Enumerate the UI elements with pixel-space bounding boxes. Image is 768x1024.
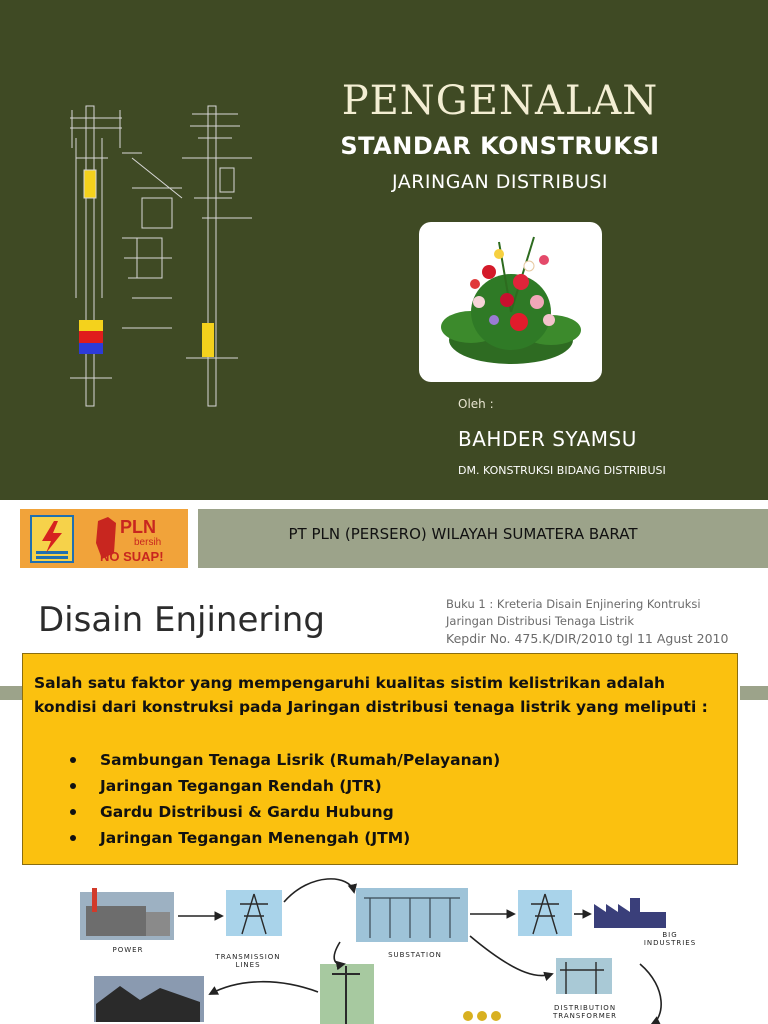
reference-note [446,596,728,647]
flower-image [419,222,602,382]
diagram-label-transmission [198,953,298,969]
flower-arrangement-icon [419,222,602,382]
diagram-label-big-line2: INDUSTRIES [643,939,697,947]
decor-bar-left [0,686,22,700]
bullet-dot-icon [70,809,76,815]
distribution-pole-icon [320,964,374,1024]
diagram-label-substation: SUBSTATION [388,951,442,959]
transmission-tower-icon [226,890,282,936]
decor-bar-right [740,686,768,700]
bullet-text: Sambungan Tenaga Lisrik (Rumah/Pelayanan) [100,751,501,769]
reference-line-2: Jaringan Distribusi Tenaga Listrik [446,614,635,628]
list-item [60,799,500,825]
intro-text: Salah satu faktor yang mempengaruhi kualitas sistim kelistrikan adalah kondisi dari konstruksi pada Jaringan distribusi tenaga listrik yang meliputi : [34,674,708,716]
pln-lightning-logo-icon [30,515,74,563]
pln-logo-text: PLN [120,517,156,537]
bullet-dot-icon [70,757,76,763]
list-item [60,773,500,799]
people-icon [463,1011,501,1021]
bullet-text: Gardu Distribusi & Gardu Hubung [100,803,394,821]
bullet-text: Jaringan Tegangan Rendah (JTR) [100,777,382,795]
pole-construction-drawing [62,98,257,408]
diagram-label-power: POWER [112,946,144,954]
diagram-label-big-industries [640,931,700,947]
diagram-label-transmission-line2: LINES [235,961,261,969]
distribution-transformer-icon [556,958,612,994]
by-label: Oleh : [458,397,494,411]
no-suap-logo-text: NO SUAP! [100,549,164,564]
bersih-logo-text: bersih [134,537,162,548]
bullet-dot-icon [70,783,76,789]
presentation-title: PENGENALAN [341,78,659,124]
diagram-label-distribution-transformer [530,1004,640,1020]
presentation-subtitle: STANDAR KONSTRUKSI [340,132,660,160]
author-position: DM. KONSTRUKSI BIDANG DISTRIBUSI [458,464,666,477]
bullet-dot-icon [70,835,76,841]
pln-bersih-logo [94,513,184,565]
title-slide [0,0,768,500]
substation-icon [356,888,468,942]
slide-title: Disain Enjinering [38,600,325,640]
list-item [60,747,500,773]
transmission-tower-icon [518,890,572,936]
reference-line-3: Kepdir No. 475.K/DIR/2010 tgl 11 Agust 2010 [446,631,729,646]
diagram-label-transmission-line1: TRANSMISSION [215,953,281,961]
factory-icon [594,898,666,928]
company-name: PT PLN (PERSERO) WILAYAH SUMATERA BARAT [288,525,638,543]
diagram-label-distribution-line1: DISTRIBUTION [553,1004,617,1012]
diagram-label-big-line1: BIG [662,931,678,939]
bullet-list [60,747,500,851]
presentation-subtitle-secondary: JARINGAN DISTRIBUSI [391,171,609,193]
reference-line-1: Buku 1 : Kreteria Disain Enjinering Kontruksi [446,597,701,611]
diagram-label-distribution-line2: TRANSFORMER [552,1012,618,1020]
power-plant-icon [80,888,174,940]
list-item [60,825,500,851]
houses-icon [94,976,204,1022]
author-name: BAHDER SYAMSU [458,427,637,451]
bullet-text: Jaringan Tegangan Menengah (JTM) [100,829,411,847]
